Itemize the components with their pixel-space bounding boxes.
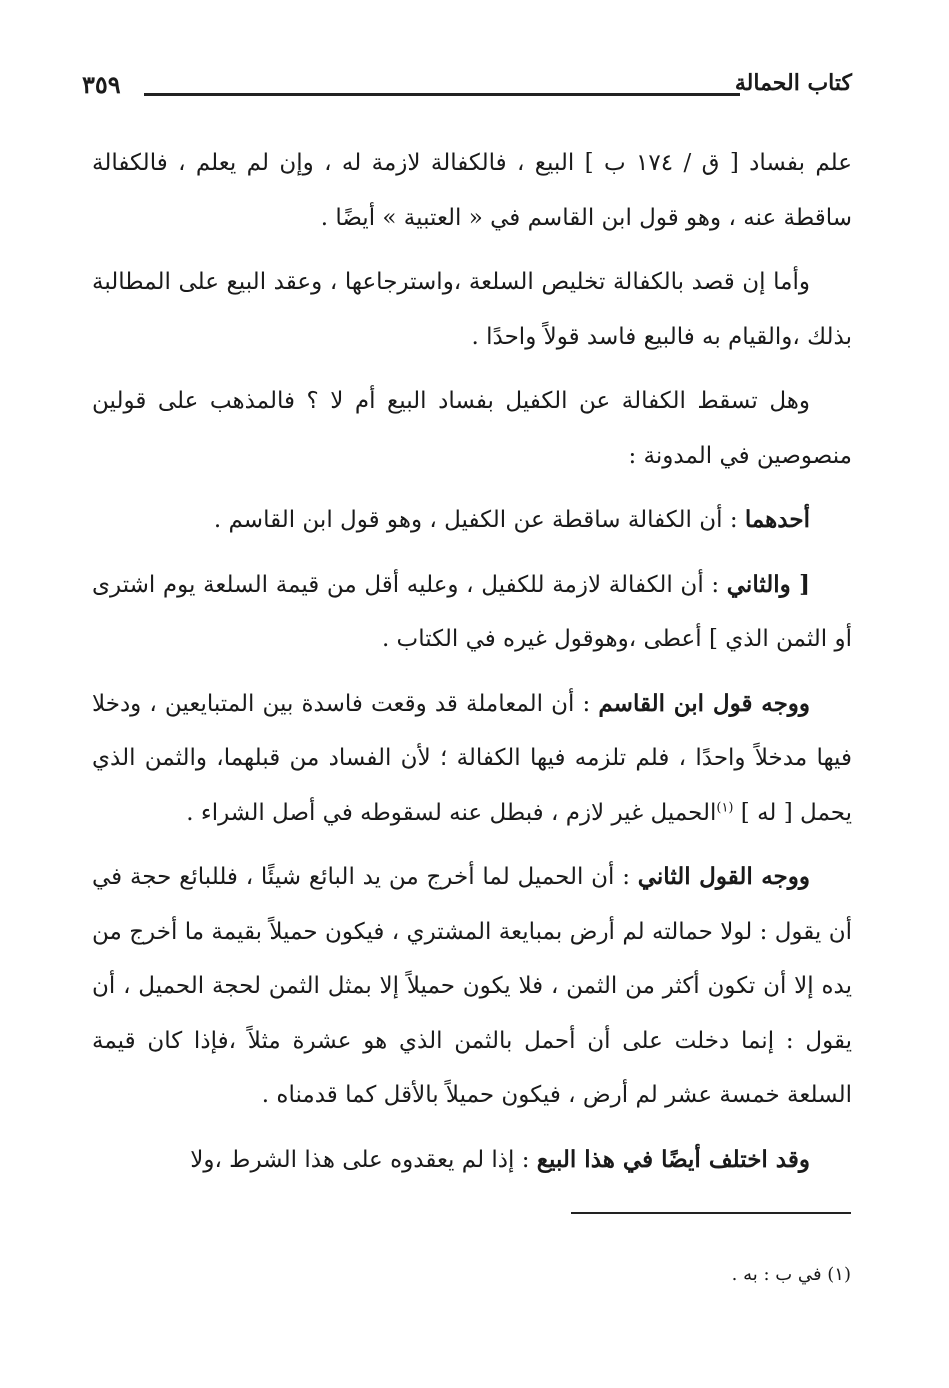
paragraph-lead: وقد اختلف أيضًا في هذا البيع (536, 1145, 810, 1173)
paragraph-text: وأما إن قصد بالكفالة تخليص السلعة ،واسترجاعها ، وعقد البيع على المطالبة بذلك ،والقيام به فالبيع فاسد قولاً واحدًا . (92, 269, 852, 350)
paragraph-2 (92, 255, 852, 364)
paragraph-text: وهل تسقط الكفالة عن الكفيل بفساد البيع أم لا ؟ فالمذهب على قولين منصوصين في المدونة : (92, 388, 852, 469)
paragraph-text-continued: الحميل غير لازم ، فبطل عنه لسقوطه في أصل الشراء . (186, 799, 717, 826)
paragraph-lead: أحدهما (744, 506, 810, 533)
footnote-reference: (١) (716, 799, 734, 815)
paragraph-1 (92, 136, 852, 245)
paragraph-text: علم بفساد [ ق / ١٧٤ ب ] البيع ، فالكفالة لازمة له ، وإن لم يعلم ، فالكفالة ساقطة عنه ، وهو قول ابن القاسم في « العتبية » أيضًا . (92, 150, 852, 231)
paragraph-5 (92, 558, 852, 667)
paragraph-4 (92, 493, 852, 548)
paragraph-text: : أن الحميل لما أخرج من يد البائع شيئًا ، فللبائع حجة في أن يقول : لولا حمالته لم أرض بمبايعة المشتري ، فيكون حميلاً بقيمة ما أخرج من يده إلا أن تكون أكثر من الثمن ، فلا يكون حميلاً إلا بمثل الثمن لحجة الحميل ، أن يقول : إنما دخلت على أن أحمل بالثمن الذي هو عشرة مثلاً ،فإذا كان قيمة السلعة خمسة عشر لم أرض ، فيكون حميلاً بالأقل كما قدمناه . (92, 864, 852, 1108)
paragraph-7 (92, 850, 852, 1123)
header-rule (144, 93, 740, 96)
paragraph-text: : إذا لم يعقدوه على هذا الشرط ،ولا (190, 1146, 537, 1173)
book-title: كتاب الحمالة (734, 70, 852, 96)
paragraph-3 (92, 374, 852, 483)
paragraph-text: : أن الكفالة لازمة للكفيل ، وعليه أقل من قيمة السلعة يوم اشترى أو الثمن الذي ] أعطى ،وهوقول غيره في الكتاب . (92, 571, 852, 652)
paragraph-6 (92, 677, 852, 841)
paragraph-lead: [ والثاني (726, 570, 810, 598)
footnote-separator (571, 1212, 851, 1214)
running-header (82, 70, 852, 110)
footnote: (١) في ب : به . (731, 1264, 851, 1285)
paragraph-text: : أن الكفالة ساقطة عن الكفيل ، وهو قول ابن القاسم . (213, 507, 745, 533)
paragraph-text: : أن المعاملة قد وقعت فاسدة بين المتبايعين ، ودخلا فيها مدخلاً واحدًا ، فلم تلزمه فيها الكفالة ؛ لأن الفساد من قبلهما، والثمن الذي يحمل [ له ] (92, 690, 852, 826)
paragraph-8 (92, 1133, 852, 1188)
paragraph-lead: ووجه قول ابن القاسم (598, 689, 810, 717)
paragraph-lead: ووجه القول الثاني (637, 863, 810, 890)
page-number: ٣٥٩ (82, 70, 121, 99)
main-text (92, 136, 852, 1197)
